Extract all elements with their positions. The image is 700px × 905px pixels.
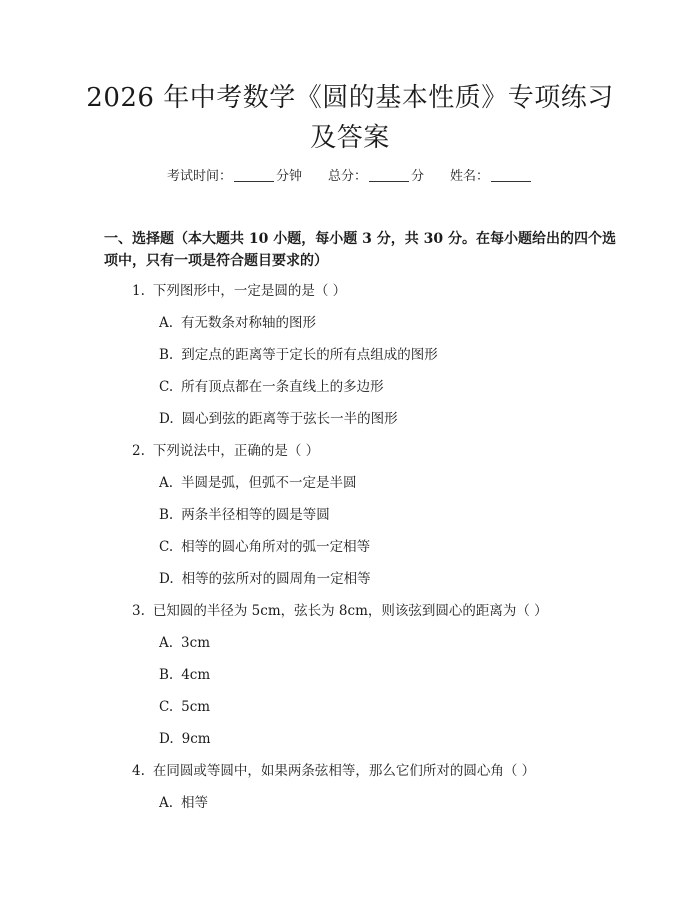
time-blank bbox=[234, 167, 274, 182]
option-letter: B. bbox=[159, 507, 174, 523]
option-2d bbox=[159, 569, 371, 589]
option-text: 5cm bbox=[181, 699, 211, 715]
exam-info-line bbox=[0, 166, 700, 188]
question-number: 4. bbox=[132, 763, 145, 779]
option-text: 圆心到弦的距离等于弦长一半的图形 bbox=[181, 411, 398, 427]
question-text: 下列图形中，一定是圆的是（ ） bbox=[152, 283, 347, 299]
option-letter: A. bbox=[159, 475, 174, 491]
option-text: 9cm bbox=[181, 731, 211, 747]
option-letter: D. bbox=[159, 411, 174, 427]
option-text: 相等 bbox=[181, 795, 209, 811]
score-label: 总分： bbox=[327, 169, 367, 184]
option-text: 相等的弦所对的圆周角一定相等 bbox=[181, 571, 371, 587]
option-3a bbox=[159, 633, 210, 653]
question-number: 3. bbox=[132, 603, 145, 619]
option-text: 半圆是弧，但弧不一定是半圆 bbox=[181, 475, 357, 491]
time-unit: 分钟 bbox=[275, 169, 302, 184]
option-letter: B. bbox=[159, 347, 174, 363]
question-number: 1. bbox=[132, 283, 145, 299]
option-1c bbox=[159, 377, 384, 397]
option-letter: D. bbox=[159, 731, 174, 747]
question-1 bbox=[132, 281, 346, 301]
option-letter: A. bbox=[159, 635, 174, 651]
document-title-line-2: 及答案 bbox=[310, 123, 390, 153]
option-text: 有无数条对称轴的图形 bbox=[181, 315, 317, 331]
option-4a bbox=[159, 793, 208, 813]
question-4 bbox=[132, 761, 535, 781]
option-2c bbox=[159, 537, 370, 557]
section-heading: 一、选择题（本大题共 10 小题，每小题 3 分，共 30 分。在每小题给出的四个选项中，只有一项是符合题目要求的） bbox=[104, 231, 616, 269]
option-2b bbox=[159, 505, 330, 525]
option-2a bbox=[159, 473, 357, 493]
score-unit: 分 bbox=[411, 169, 425, 184]
document-title-line-1: 2026 年中考数学《圆的基本性质》专项练习 bbox=[86, 83, 614, 113]
name-label: 姓名： bbox=[450, 169, 490, 184]
option-text: 所有顶点都在一条直线上的多边形 bbox=[181, 379, 384, 395]
time-label: 考试时间： bbox=[166, 169, 232, 184]
option-letter: C. bbox=[159, 379, 174, 395]
option-3b bbox=[159, 665, 210, 685]
question-3 bbox=[132, 601, 548, 621]
option-3d bbox=[159, 729, 211, 749]
option-1d bbox=[159, 409, 398, 429]
option-text: 相等的圆心角所对的弧一定相等 bbox=[181, 539, 371, 555]
option-1b bbox=[159, 345, 438, 365]
question-text: 在同圆或等圆中，如果两条弦相等，那么它们所对的圆心角（ ） bbox=[152, 763, 536, 779]
option-text: 4cm bbox=[181, 667, 211, 683]
option-letter: C. bbox=[159, 699, 174, 715]
question-number: 2. bbox=[132, 443, 145, 459]
score-blank bbox=[369, 167, 409, 182]
option-letter: B. bbox=[159, 667, 174, 683]
name-blank bbox=[491, 167, 531, 182]
option-text: 3cm bbox=[181, 635, 210, 651]
option-letter: A. bbox=[159, 315, 174, 331]
question-text: 下列说法中，正确的是（ ） bbox=[152, 443, 320, 459]
option-1a bbox=[159, 313, 316, 333]
option-text: 到定点的距离等于定长的所有点组成的图形 bbox=[181, 347, 438, 363]
option-3c bbox=[159, 697, 210, 717]
option-letter: D. bbox=[159, 571, 174, 587]
option-letter: A. bbox=[159, 795, 174, 811]
option-letter: C. bbox=[159, 539, 174, 555]
question-2 bbox=[132, 441, 319, 461]
option-text: 两条半径相等的圆是等圆 bbox=[181, 507, 330, 523]
question-text: 已知圆的半径为 5cm，弦长为 8cm，则该弦到圆心的距离为（ ） bbox=[152, 603, 548, 619]
